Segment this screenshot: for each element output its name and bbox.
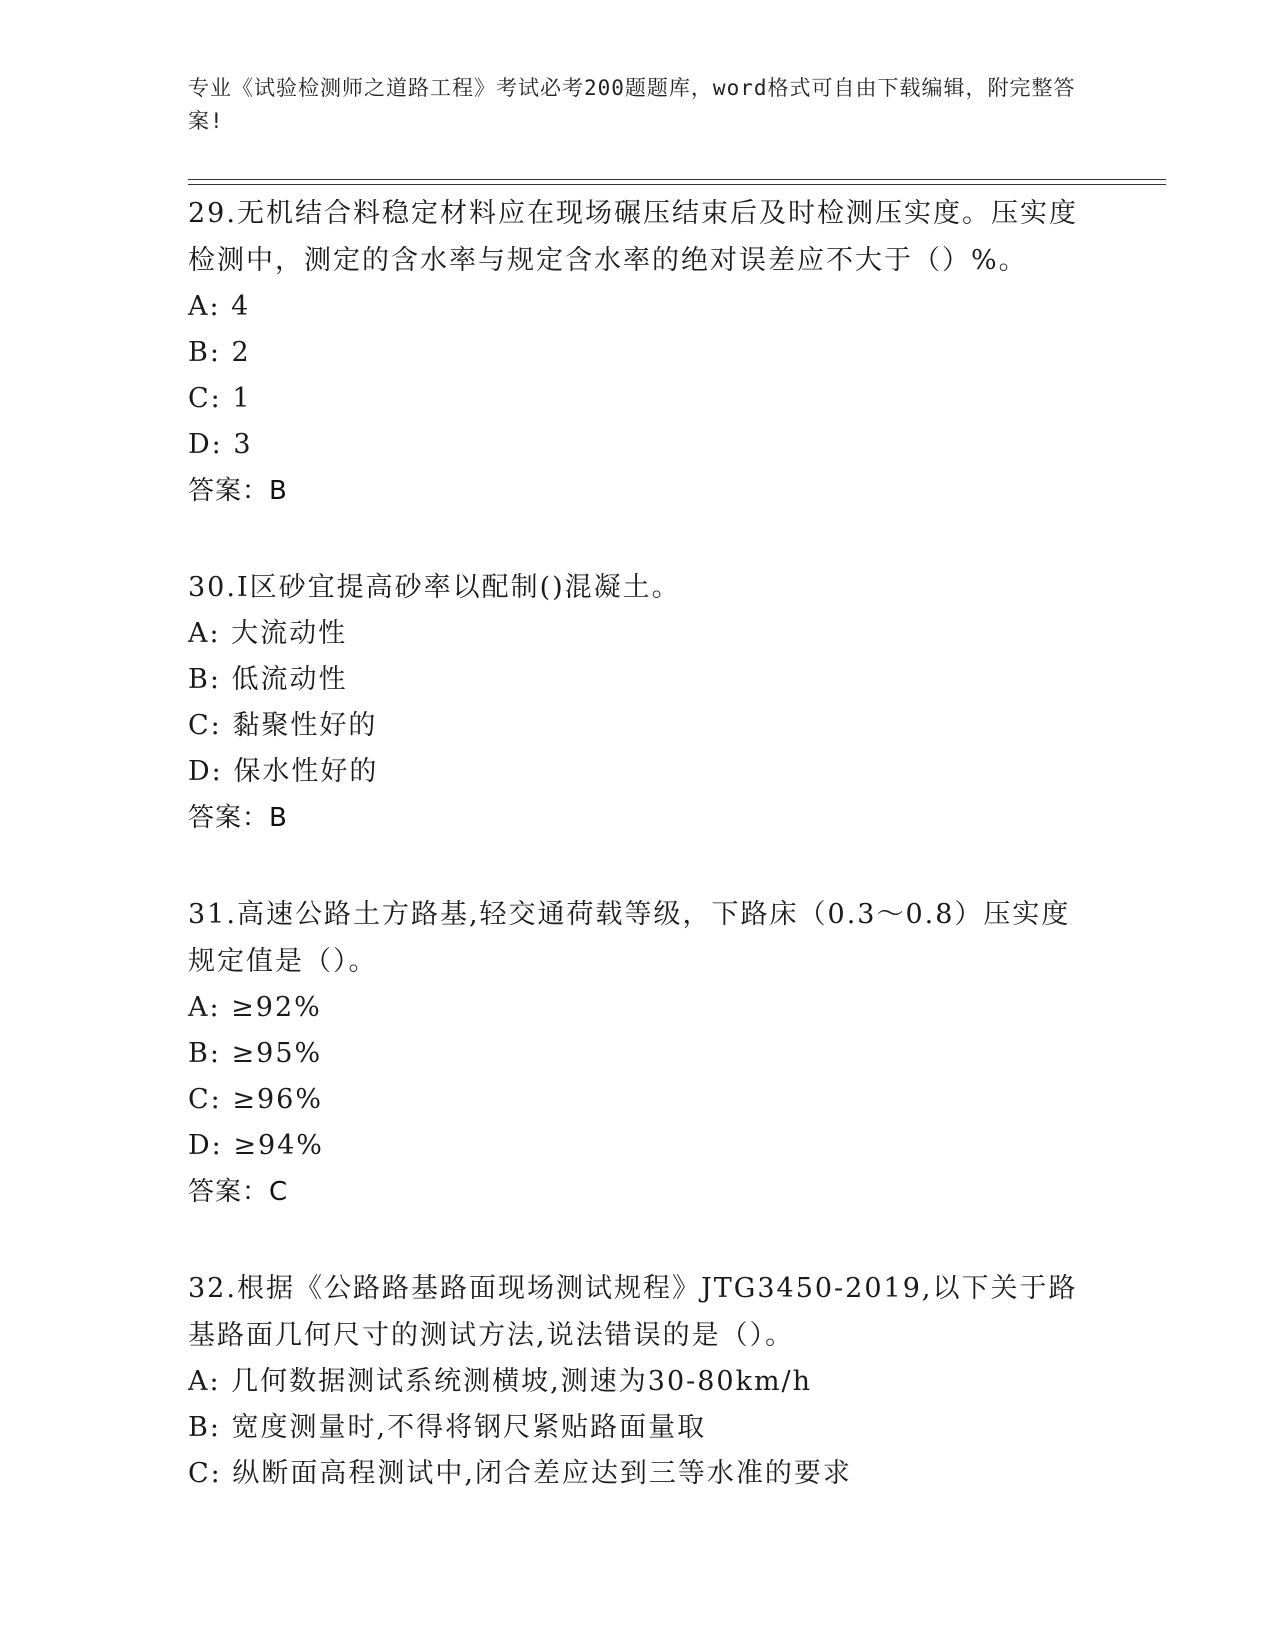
option-a: A: ≥92% [188,992,322,1023]
option-a: A: 几何数据测试系统测横坡,测速为30-80km/h [188,1366,813,1397]
option-c: C: 1 [188,383,252,414]
question-gap [188,1215,1088,1265]
option-d: D: 3 [188,429,253,460]
question-stem: 29.无机结合料稳定材料应在现场碾压结束后及时检测压实度。压实度检测中，测定的含水率与规定含水率的绝对误差应不大于（）%。 [188,198,1078,276]
question-30 [188,564,1088,841]
option-c: C: 黏聚性好的 [188,710,378,741]
question-gap [188,514,1088,564]
question-stem: 30.I区砂宜提高砂率以配制()混凝土。 [188,572,681,603]
page-header: 专业《试验检测师之道路工程》考试必考200题题库，word格式可自由下载编辑，附完整答案! [188,76,1076,133]
option-b: B: 2 [188,337,251,368]
option-d: D: ≥94% [188,1130,324,1161]
answer: 答案：B [188,476,288,506]
header-rule-bottom [188,184,1166,185]
option-c: C: ≥96% [188,1084,323,1115]
option-a: A: 大流动性 [188,618,348,649]
question-32 [188,1265,1088,1497]
header-rule-top [188,179,1166,180]
option-b: B: ≥95% [188,1038,323,1069]
option-a: A: 4 [188,291,251,322]
answer: 答案：C [188,1177,289,1207]
option-c: C: 纵断面高程测试中,闭合差应达到三等水准的要求 [188,1458,852,1489]
option-d: D: 保水性好的 [188,756,379,787]
question-31 [188,891,1088,1215]
question-gap [188,841,1088,891]
answer: 答案：B [188,803,288,833]
option-b: B: 低流动性 [188,664,348,695]
question-list [188,190,1088,1497]
option-b: B: 宽度测量时,不得将钢尺紧贴路面量取 [188,1412,707,1443]
question-stem: 32.根据《公路路基路面现场测试规程》JTG3450-2019,以下关于路基路面几何尺寸的测试方法,说法错误的是（）。 [188,1273,1078,1351]
question-29 [188,190,1088,514]
question-stem: 31.高速公路土方路基,轻交通荷载等级，下路床（0.3～0.8）压实度规定值是（）。 [188,899,1071,977]
